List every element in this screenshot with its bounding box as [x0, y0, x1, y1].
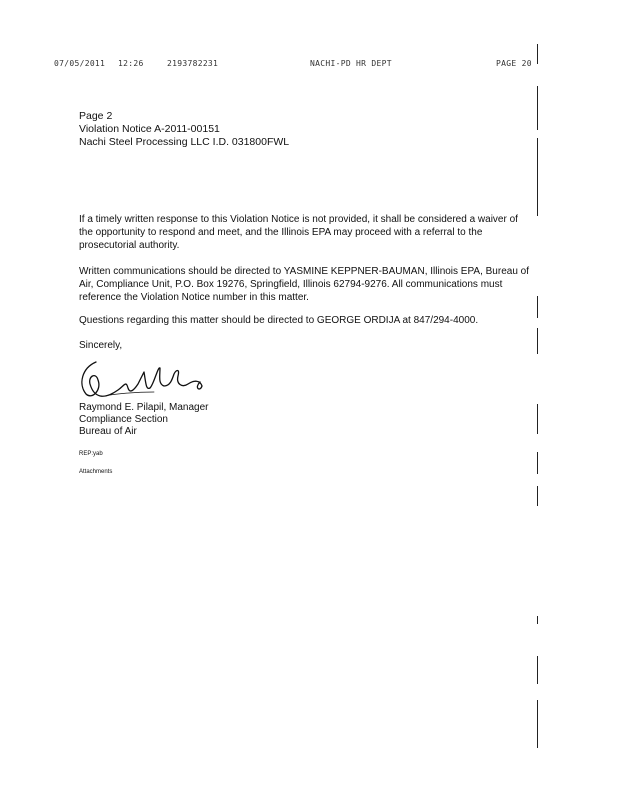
page-label: Page 2	[79, 110, 113, 122]
fax-time: 12:26	[118, 59, 144, 68]
signature-image	[74, 354, 214, 406]
fax-dept: NACHI-PD HR DEPT	[310, 59, 392, 68]
fax-date: 07/05/2011	[54, 59, 106, 68]
scan-edge-line	[537, 296, 538, 318]
signature-block	[79, 402, 209, 438]
reference-block	[79, 110, 289, 149]
signatory-name: Raymond E. Pilapil, Manager	[79, 402, 209, 413]
scan-edge-line	[537, 138, 538, 216]
attachments-label: Attachments	[79, 469, 113, 475]
paragraph-questions: Questions regarding this matter should be directed to GEORGE ORDIJA at 847/294-4000.	[79, 315, 479, 326]
signatory-bureau: Bureau of Air	[79, 426, 137, 437]
paragraph-response: If a timely written response to this Violation Notice is not provided, it shall be considered a waiver of the opportunity to respond and meet, and the Illinois EPA may proceed with a referral to the prosecutorial authority.	[79, 214, 518, 251]
paragraph-communications: Written communications should be directed to YASMINE KEPPNER-BAUMAN, Illinois EPA, Bureau of Air, Compliance Unit, P.O. Box 19276, Springfield, Illinois 62794-9276. All communications must reference the Violation Notice number in this matter.	[79, 266, 529, 303]
scan-edge-line	[537, 86, 538, 130]
fax-page: PAGE 20	[496, 59, 532, 68]
violation-notice-number: Violation Notice A-2011-00151	[79, 123, 220, 135]
scan-edge-line	[537, 700, 538, 748]
scan-edge-line	[537, 44, 538, 64]
scan-edge-line	[537, 404, 538, 434]
scan-edge-line	[537, 616, 538, 624]
company-id: Nachi Steel Processing LLC I.D. 031800FWL	[79, 136, 290, 148]
scan-edge-line	[537, 656, 538, 684]
scan-edge-line	[537, 452, 538, 474]
closing: Sincerely,	[79, 340, 123, 351]
fax-phone: 2193782231	[167, 59, 219, 68]
signatory-section: Compliance Section	[79, 414, 168, 425]
typist-initials: REP:yab	[79, 451, 103, 457]
fax-header	[54, 59, 544, 73]
scan-edge-line	[537, 328, 538, 354]
scan-edge-line	[537, 486, 538, 506]
